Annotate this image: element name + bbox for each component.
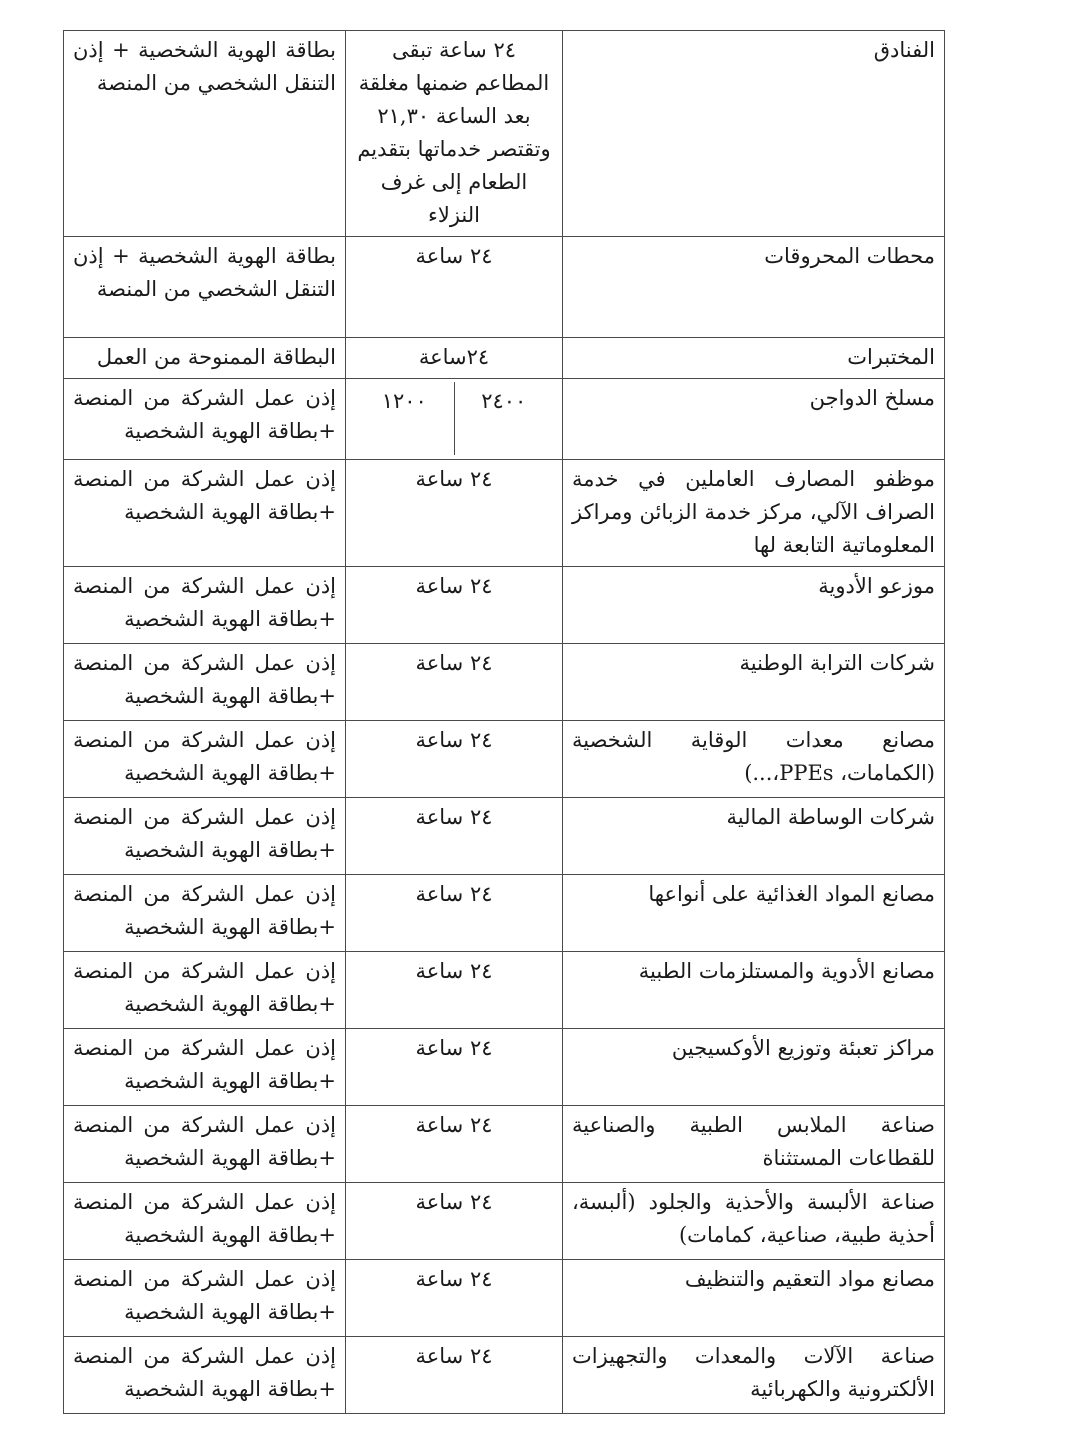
- table-row: [64, 31, 945, 237]
- table-row: [64, 1337, 945, 1414]
- table-row: [64, 567, 945, 644]
- hours-cell: ٢٤ ساعة: [346, 1029, 563, 1106]
- hours-cell: ٢٤ ساعة: [346, 567, 563, 644]
- sector-cell: صناعة الألبسة والأحذية والجلود (ألبسة، أحذية طبية، صناعية، كمامات): [563, 1183, 945, 1260]
- table-row: [64, 875, 945, 952]
- sector-cell: مصانع مواد التعقيم والتنظيف: [563, 1260, 945, 1337]
- table-row: [64, 952, 945, 1029]
- table-row: [64, 460, 945, 567]
- sector-cell: صناعة الملابس الطبية والصناعية للقطاعات المستثناة: [563, 1106, 945, 1183]
- hours-cell: ٢٤ ساعة: [346, 1260, 563, 1337]
- document-cell: إذن عمل الشركة من المنصة +بطاقة الهوية الشخصية: [64, 567, 346, 644]
- document-cell: إذن عمل الشركة من المنصة +بطاقة الهوية الشخصية: [64, 1106, 346, 1183]
- hours-cell: ٢٤ ساعة: [346, 1337, 563, 1414]
- sector-cell: موظفو المصارف العاملين في خدمة الصراف الآلي، مركز خدمة الزبائن ومراكز المعلوماتية التابعة لها: [563, 460, 945, 567]
- sector-cell: موزعو الأدوية: [563, 567, 945, 644]
- sector-cell: مصانع الأدوية والمستلزمات الطبية: [563, 952, 945, 1029]
- sector-cell: مصانع معدات الوقاية الشخصية (الكمامات، PPEs،...): [563, 721, 945, 798]
- hours-split-cell: [346, 379, 563, 460]
- document-cell: إذن عمل الشركة من المنصة +بطاقة الهوية الشخصية: [64, 460, 346, 567]
- hours-cell: ٢٤ ساعة: [346, 1183, 563, 1260]
- document-cell: بطاقة الهوية الشخصية + إذن التنقل الشخصي من المنصة: [64, 237, 346, 338]
- table-row: [64, 379, 945, 460]
- hours-cell: ٢٤ ساعة: [346, 875, 563, 952]
- table-row: [64, 1106, 945, 1183]
- hours-cell: ٢٤ساعة: [346, 338, 563, 379]
- table-row: [64, 721, 945, 798]
- exemptions-table: [63, 30, 945, 1414]
- table-row: [64, 338, 945, 379]
- hours-cell: ٢٤ ساعة: [346, 721, 563, 798]
- document-cell: إذن عمل الشركة من المنصة +بطاقة الهوية الشخصية: [64, 644, 346, 721]
- hours-cell: ٢٤ ساعة: [346, 952, 563, 1029]
- document-cell: إذن عمل الشركة من المنصة +بطاقة الهوية الشخصية: [64, 875, 346, 952]
- table-row: [64, 237, 945, 338]
- document-cell: بطاقة الهوية الشخصية + إذن التنقل الشخصي من المنصة: [64, 31, 346, 237]
- sector-cell: صناعة الآلات والمعدات والتجهيزات الألكترونية والكهربائية: [563, 1337, 945, 1414]
- document-cell: إذن عمل الشركة من المنصة +بطاقة الهوية الشخصية: [64, 1337, 346, 1414]
- hours-cell: ٢٤ ساعة: [346, 798, 563, 875]
- document-cell: البطاقة الممنوحة من العمل: [64, 338, 346, 379]
- document-cell: إذن عمل الشركة من المنصة +بطاقة الهوية الشخصية: [64, 721, 346, 798]
- sector-cell: محطات المحروقات: [563, 237, 945, 338]
- sector-cell: شركات الوساطة المالية: [563, 798, 945, 875]
- table-row: [64, 644, 945, 721]
- table-row: [64, 1183, 945, 1260]
- hours-cell: ٢٤ ساعة: [346, 460, 563, 567]
- hours-value-a: ٢٤٠٠: [481, 389, 527, 413]
- sector-cell: المختبرات: [563, 338, 945, 379]
- document-cell: إذن عمل الشركة من المنصة +بطاقة الهوية الشخصية: [64, 379, 346, 460]
- sector-cell: شركات الترابة الوطنية: [563, 644, 945, 721]
- document-cell: إذن عمل الشركة من المنصة +بطاقة الهوية الشخصية: [64, 952, 346, 1029]
- document-cell: إذن عمل الشركة من المنصة +بطاقة الهوية الشخصية: [64, 1029, 346, 1106]
- table-row: [64, 1260, 945, 1337]
- sector-cell: مصانع المواد الغذائية على أنواعها: [563, 875, 945, 952]
- document-cell: إذن عمل الشركة من المنصة +بطاقة الهوية الشخصية: [64, 1260, 346, 1337]
- table-row: [64, 798, 945, 875]
- hours-value-b: ١٢٠٠: [355, 382, 455, 455]
- document-cell: إذن عمل الشركة من المنصة +بطاقة الهوية الشخصية: [64, 1183, 346, 1260]
- hours-cell: ٢٤ ساعة: [346, 644, 563, 721]
- hours-cell: ٢٤ ساعة: [346, 1106, 563, 1183]
- sector-cell: مراكز تعبئة وتوزيع الأوكسيجين: [563, 1029, 945, 1106]
- document-cell: إذن عمل الشركة من المنصة +بطاقة الهوية الشخصية: [64, 798, 346, 875]
- table-row: [64, 1029, 945, 1106]
- hours-cell: ٢٤ ساعة: [346, 237, 563, 338]
- sector-cell: الفنادق: [563, 31, 945, 237]
- sector-cell: مسلخ الدواجن: [563, 379, 945, 460]
- hours-cell: ٢٤ ساعة تبقى المطاعم ضمنها مغلقة بعد الساعة ٢١,٣٠ وتقتصر خدماتها بتقديم الطعام إلى غرف النزلاء: [346, 31, 563, 237]
